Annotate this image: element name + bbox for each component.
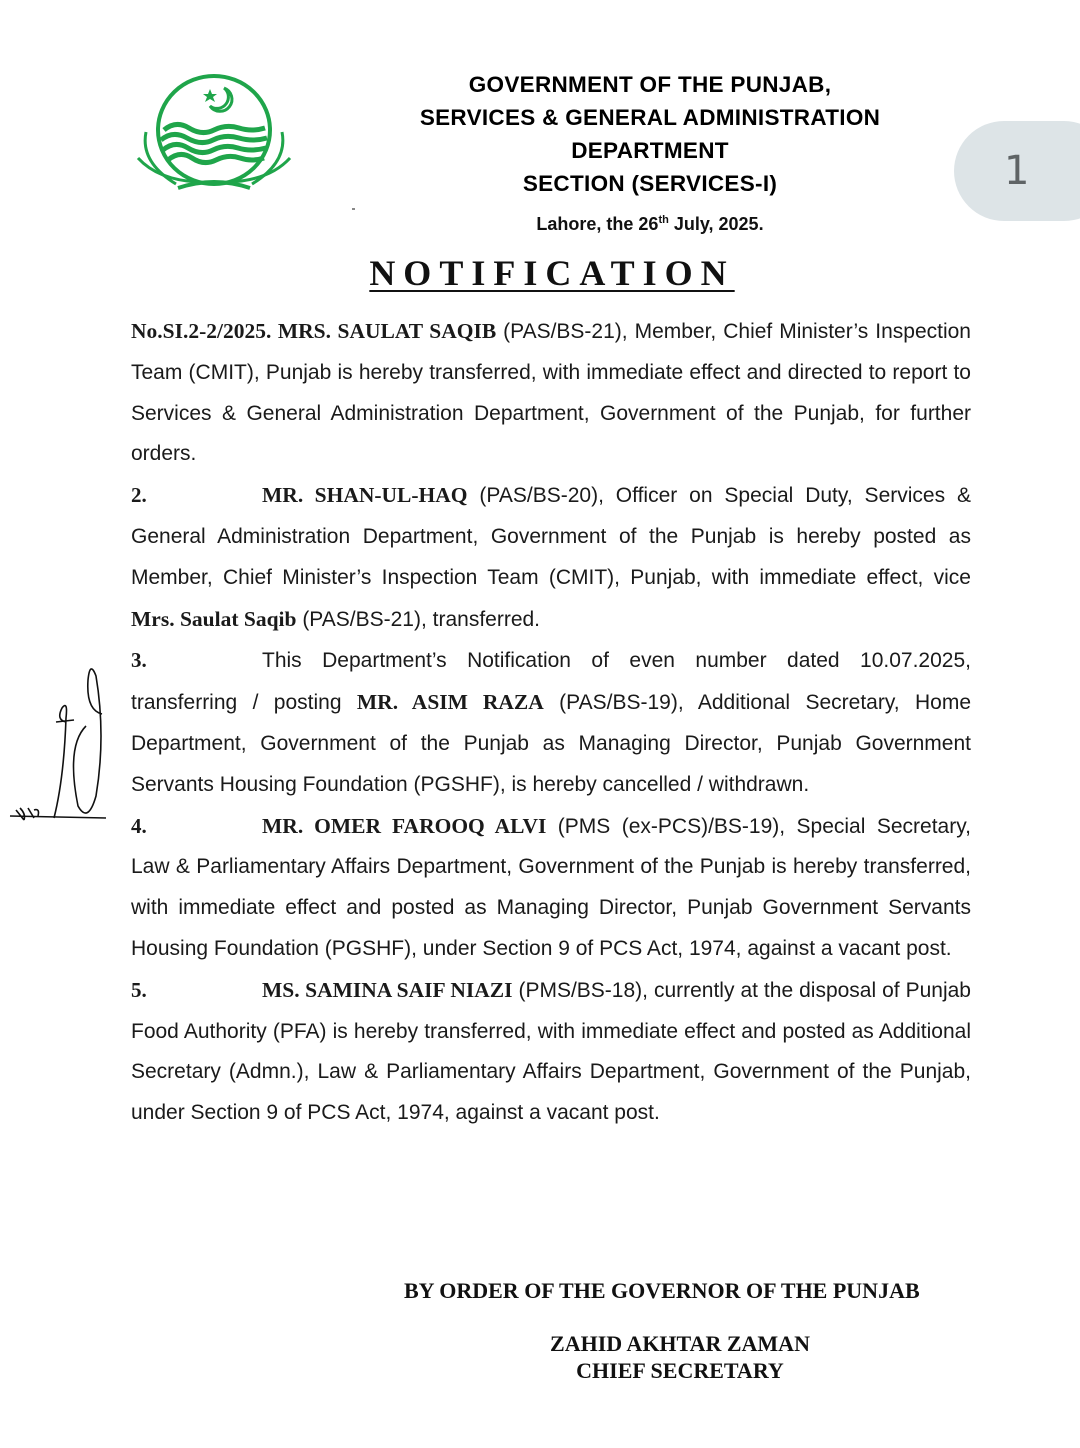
- header-line: SECTION (SERVICES-I): [522, 171, 778, 196]
- paragraph-1: No.SI.2-2/2025. MRS. SAULAT SAQIB (PAS/BS-21), Member, Chief Minister’s Inspection Team (CMIT), Punjab is hereby transferred, with immediate effect and directed to report to Services & General Administration Department, Government of the Punjab, for further orders.: [131, 319, 971, 466]
- order-line: BY ORDER OF THE GOVERNOR OF THE PUNJAB: [404, 1278, 920, 1303]
- document-header: [360, 68, 940, 235]
- paragraph-2: 2. MR. SHAN-UL-HAQ (PAS/BS-20), Officer on Special Duty, Services & General Administration Department, Government of the Punjab is hereby posted as Member, Chief Minister’s Inspection Team (CMIT), Punjab, with immediate effect, vice Mrs. Saulat Saqib (PAS/BS-21), transferred.: [131, 483, 971, 631]
- notification-title: NOTIFICATION: [369, 253, 735, 293]
- issue-date: Lahore, the 26th July, 2025.: [536, 214, 764, 234]
- paragraph-5: 5. MS. SAMINA SAIF NIAZI (PMS/BS-18), currently at the disposal of Punjab Food Authority (PFA) is hereby transferred, with immediate effect and posted as Additional Secretary (Admn.), Law & Parliamentary Affairs Department, Government of the Punjab, under Section 9 of PCS Act, 1974, against a vacant post.: [131, 977, 971, 1125]
- notification-body: [131, 311, 971, 1134]
- header-line: DEPARTMENT: [571, 138, 729, 163]
- header-line: GOVERNMENT OF THE PUNJAB,: [468, 72, 832, 97]
- header-line: SERVICES & GENERAL ADMINISTRATION: [419, 105, 881, 130]
- signatory-name: ZAHID AKHTAR ZAMAN: [550, 1331, 810, 1356]
- handwritten-signature-icon: [6, 660, 126, 840]
- paragraph-4: 4. MR. OMER FAROOQ ALVI (PMS (ex-PCS)/BS-19), Special Secretary, Law & Parliamentary Affairs Department, Government of the Punjab is hereby transferred, with immediate effect and posted as Managing Director, Punjab Government Servants Housing Foundation (PGSHF), under Section 9 of PCS Act, 1974, against a vacant post.: [131, 813, 971, 960]
- scan-speck: [352, 208, 355, 210]
- page-number-badge: [954, 121, 1080, 221]
- signatory-designation: CHIEF SECRETARY: [576, 1358, 784, 1383]
- paragraph-3: 3. This Department’s Notification of even number dated 10.07.2025, transferring / posting MR. ASIM RAZA (PAS/BS-19), Additional Secretary, Home Department, Government of the Punjab as Managing Director, Punjab Government Servants Housing Foundation (PGSHF), is hereby cancelled / withdrawn.: [131, 648, 972, 796]
- page-number: 1: [1004, 148, 1030, 194]
- punjab-government-emblem-icon: [128, 72, 300, 196]
- signatory-block: [480, 1330, 880, 1384]
